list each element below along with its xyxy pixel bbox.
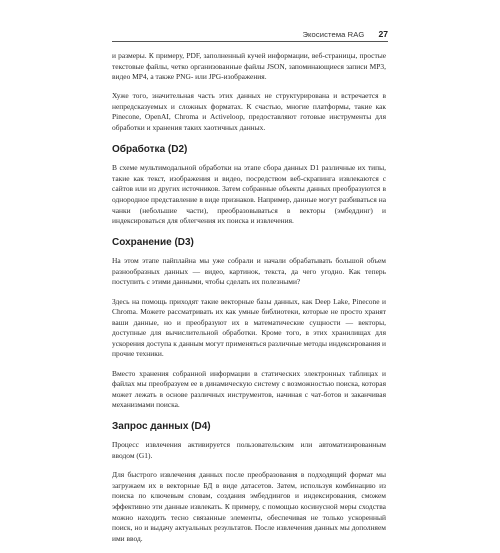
query-paragraph-2: Для быстрого извлечения данных после преобразования в подходящий формат мы загружаем их в векторные БД в виде датасетов. Затем, используя комбинацию из поиска по ключевым словам, создания эмбеддингов и индексирования, сможем эффективно эти данные извлекать. К примеру, с помощью косинусной меры сходства можно находить тесно связанные элементы, обеспечивая не только ускоренный поиск, но и выдачу актуальных результатов. После извлечения данных мы дополняем ими ввод. (112, 470, 386, 543)
header-divider (112, 41, 388, 42)
storage-paragraph-2: Здесь на помощь приходят такие векторные базы данных, как Deep Lake, Pinecone и Chroma. Можете рассматривать их как умные библиотеки, которые не просто хранят ваши данные, но и преобразуют их в математические сущности — векторы, доступные для вычислительной обработки. Кроме того, в этих хранилищах для ускорения доступа к данным могут применяться различные методы индексирования и прочие техники. (112, 296, 386, 359)
heading-processing: Обработка (D2) (112, 144, 188, 156)
running-header-title: Экосистема RAG (302, 30, 365, 39)
running-header (112, 25, 388, 39)
processing-paragraph-1: В схеме мультимодальной обработки на этапе сбора данных D1 различные их типы, такие как текст, изображения и видео, посредством веб-скрапинга извлекаются с сайтов или из других источников. Затем собранные объекты данных преобразуются в однородное представление в виде признаков. Например, данные могут разбиваться на чанки (небольшие части), преобразовываться в векторы (эмбеддинг) и индексироваться для облегчения их поиска и извлечения. (112, 163, 386, 226)
heading-query: Запрос данных (D4) (112, 421, 211, 433)
page-number: 27 (378, 29, 388, 39)
intro-paragraph-1: и размеры. К примеру, PDF, заполненный кучей информации, веб-страницы, простые текстовые файлы, четко организованные файлы JSON, запоминающиеся записи MP3, видео MP4, а также PNG- или JPG-изображения. (112, 51, 386, 82)
intro-paragraph-2: Хуже того, значительная часть этих данных не структурирована и встречается в непредсказуемых и сложных форматах. К счастью, многие платформы, такие как Pinecone, OpenAI, Chroma и Activeloop, предоставляют готовые инструменты для обработки и хранения таких хаотичных данных. (112, 91, 386, 133)
query-paragraph-1: Процесс извлечения активируется пользовательским или автоматизированным вводом (G1). (112, 440, 386, 461)
heading-storage: Сохранение (D3) (112, 237, 194, 249)
storage-paragraph-3: Вместо хранения собранной информации в статических электронных таблицах и файлах мы преобразуем ее в динамическую систему с возможностью поиска, которая может лежать в основе различных инструментов, начиная с чат-ботов и заканчивая механизмами поиска. (112, 368, 386, 410)
storage-paragraph-1: На этом этапе пайплайна мы уже собрали и начали обрабатывать большой объем разнообразных данных — видео, картинок, текста, да чего угодно. Как теперь поступить с этими данными, чтобы сделать их полезными? (112, 256, 386, 287)
page-content (112, 51, 386, 553)
